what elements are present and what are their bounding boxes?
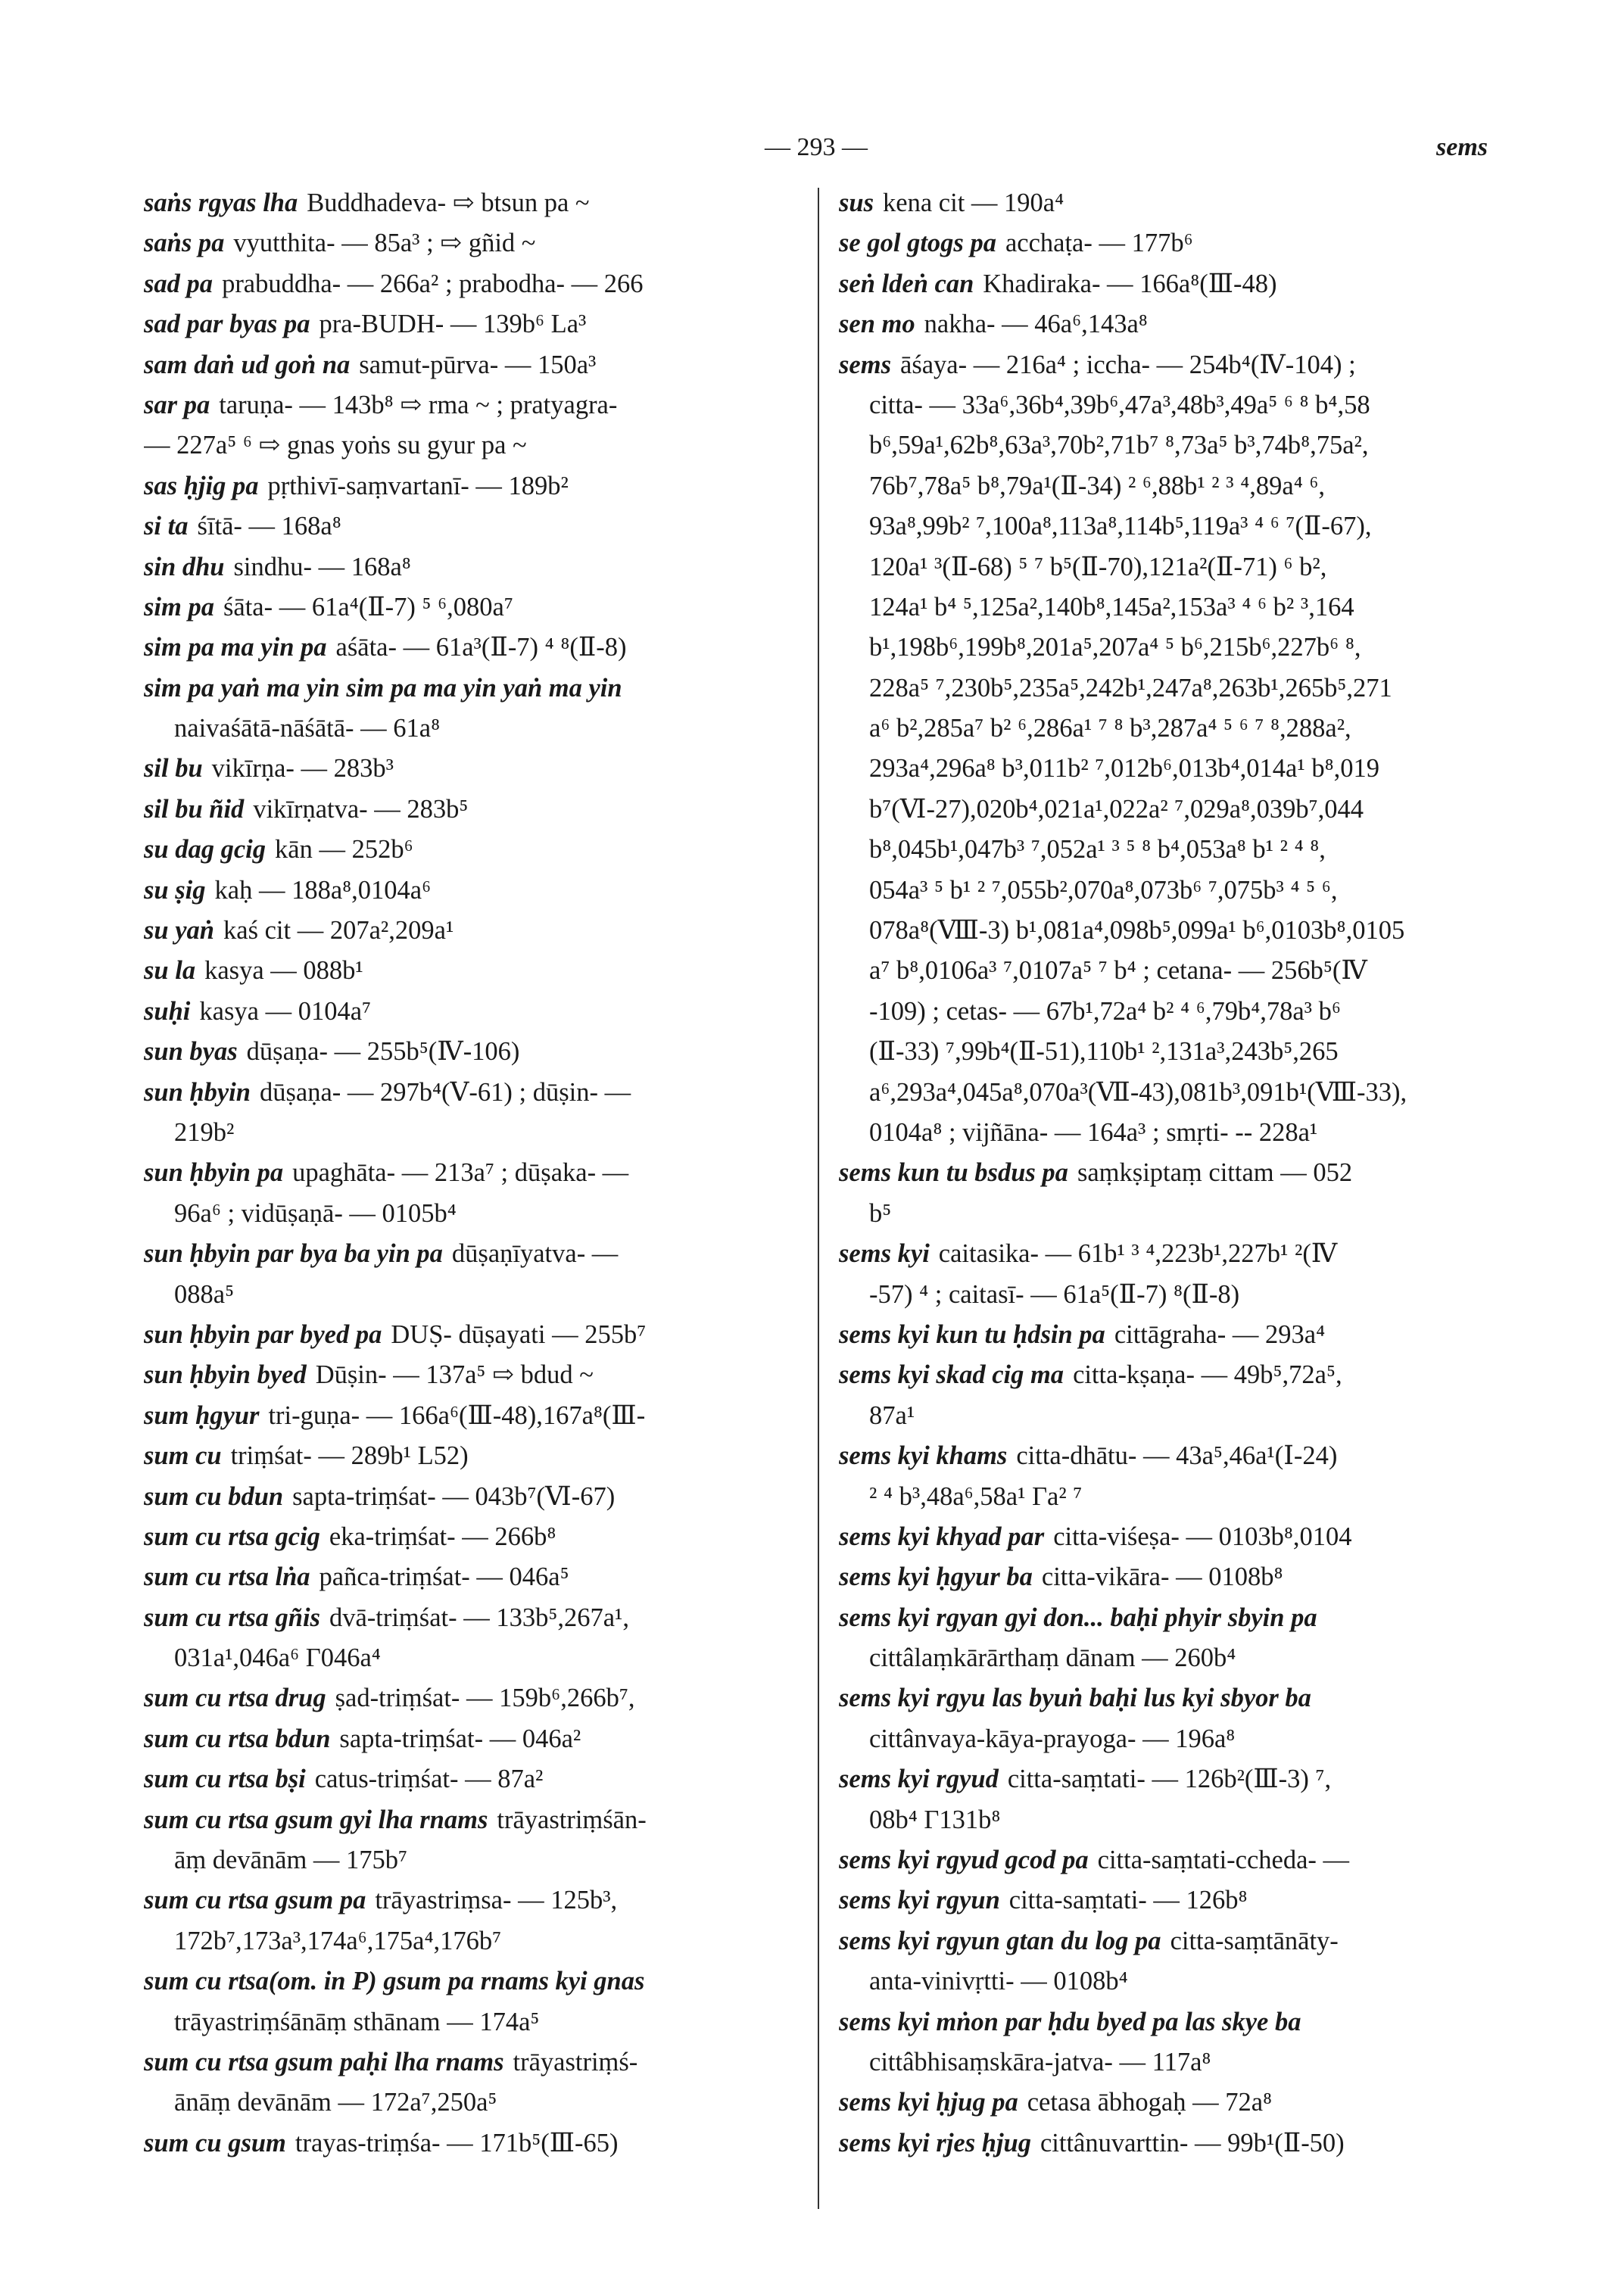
- entry-headword: sun ḥbyin par bya ba yin pa: [144, 1239, 443, 1269]
- entry-definition: caitasika- — 61b¹ ³ ⁴,223b¹,227b¹ ²(Ⅳ: [938, 1239, 1338, 1269]
- entry-headword: sum cu rtsa bṣi: [144, 1765, 306, 1794]
- entry-line: [839, 1638, 1505, 1678]
- entry-definition: kasya — 088b¹: [204, 956, 363, 986]
- entry-definition: cittâlaṃkārārthaṃ dānam — 260b⁴: [869, 1643, 1236, 1673]
- entry-definition: ² ⁴ b³,48a⁶,58a¹ Γa² ⁷: [869, 1481, 1083, 1511]
- entry-definition: cittânvaya-kāya-prayoga- — 196a⁸: [869, 1724, 1236, 1753]
- entry-line: [839, 1073, 1505, 1113]
- entry-line: [144, 304, 803, 344]
- entry-definition: 031a¹,046a⁶ Γ046a⁴: [174, 1643, 381, 1673]
- entry-definition: sindhu- — 168a⁸: [233, 552, 411, 581]
- entry-line: [144, 1153, 803, 1193]
- entry-headword: seṅ ldeṅ can: [839, 269, 974, 298]
- entry-definition: 96a⁶ ; vidūṣaṇā- — 0105b⁴: [174, 1198, 457, 1228]
- entry-headword: sum cu gsum: [144, 2128, 286, 2157]
- entry-line: [839, 1477, 1505, 1517]
- entry-line: [144, 1517, 803, 1557]
- entry-definition: śītā- — 168a⁸: [197, 512, 341, 541]
- entry-line: [144, 1032, 803, 1072]
- entry-headword: sad pa: [144, 269, 214, 298]
- entry-line: [839, 749, 1505, 789]
- entry-headword: sum cu rtsa bdun: [144, 1724, 331, 1753]
- entry-definition: 228a⁵ ⁷,230b⁵,235a⁵,242b¹,247a⁸,263b¹,265b⁵,271: [869, 673, 1392, 703]
- entry-line: [144, 547, 803, 587]
- entry-line: [144, 2042, 803, 2083]
- entry-line: [839, 1113, 1505, 1153]
- entry-definition: cittâbhisaṃskāra-jatva- — 117a⁸: [869, 2047, 1211, 2076]
- entry-definition: Dūṣin- — 137a⁵ ⇨ bdud ~: [315, 1360, 594, 1390]
- entry-line: [144, 1073, 803, 1113]
- entry-headword: saṅs pa: [144, 229, 225, 258]
- page-header: [0, 127, 1624, 173]
- entry-definition: ṣad-triṃśat- — 159b⁶,266b⁷,: [335, 1684, 635, 1713]
- entry-definition: 293a⁴,296a⁸ b³,011b² ⁷,012b⁶,013b⁴,014a¹ b⁸,019: [869, 754, 1379, 784]
- entry-headword: sun ḥbyin pa: [144, 1158, 284, 1188]
- entry-definition: samut-pūrva- — 150a³: [359, 350, 597, 379]
- entry-definition: ānāṃ devānām — 172a⁷,250a⁵: [174, 2088, 497, 2117]
- entry-line: [144, 1840, 803, 1880]
- entry-line: [144, 871, 803, 911]
- entry-line: [144, 425, 803, 466]
- entry-definition: śāta- — 61a⁴(Ⅱ-7) ⁵ ⁶,080a⁷: [223, 592, 513, 622]
- entry-headword: saṅs rgyas lha: [144, 188, 298, 217]
- entry-headword: sems kyi mṅon par ḥdu byed pa las skye ba: [839, 2007, 1301, 2036]
- entry-definition: citta-vikāra- — 0108b⁸: [1041, 1562, 1283, 1592]
- entry-definition: acchaṭa- — 177b⁶: [1005, 229, 1193, 258]
- entry-line: [839, 1880, 1505, 1921]
- entry-headword: sun ḥbyin par byed pa: [144, 1319, 382, 1349]
- entry-line: [839, 1961, 1505, 2002]
- entry-definition: trāyastriṃsa- — 125b³,: [375, 1886, 618, 1915]
- entry-definition: dūṣaṇa- — 297b⁴(Ⅴ-61) ; dūṣin- —: [259, 1077, 631, 1107]
- entry-definition: (Ⅱ-33) ⁷,99b⁴(Ⅱ-51),110b¹ ²,131a³,243b⁵,265: [869, 1037, 1339, 1067]
- entry-definition: b⁶,59a¹,62b⁸,63a³,70b²,71b⁷ ⁸,73a⁵ b³,74b⁸,75a²,: [869, 431, 1369, 460]
- entry-line: [144, 183, 803, 223]
- entry-line: [839, 1194, 1505, 1234]
- entry-line: [839, 1153, 1505, 1193]
- entry-definition: -57) ⁴ ; caitasī- — 61a⁵(Ⅱ-7) ⁸(Ⅱ-8): [869, 1279, 1240, 1309]
- page-number: — 293 —: [765, 133, 868, 161]
- entry-line: [144, 668, 803, 709]
- entry-line: [144, 587, 803, 628]
- entry-headword: sum cu rtsa gsum paḥi lha rnams: [144, 2047, 504, 2076]
- entry-headword: sems kyi skad cig ma: [839, 1360, 1064, 1390]
- entry-line: [839, 1759, 1505, 1799]
- entry-line: [839, 1275, 1505, 1315]
- entry-line: [839, 2083, 1505, 2123]
- entry-line: [839, 587, 1505, 628]
- entry-definition: trāyastriṃśān-: [497, 1805, 647, 1834]
- entry-definition: taruṇa- — 143b⁸ ⇨ rma ~ ; pratyagra-: [219, 390, 618, 419]
- entry-definition: upaghāta- — 213a⁷ ; dūṣaka- —: [292, 1158, 629, 1188]
- entry-line: [839, 1598, 1505, 1638]
- entry-line: [839, 547, 1505, 587]
- entry-headword: sus: [839, 188, 874, 217]
- entry-line: [839, 790, 1505, 830]
- entry-headword: sil bu ñid: [144, 794, 245, 824]
- entry-headword: sems: [839, 350, 891, 379]
- running-head: sems: [1436, 133, 1488, 161]
- entry-definition: sapta-triṃśat- — 043b⁷(Ⅵ-67): [292, 1481, 616, 1511]
- entry-line: [144, 466, 803, 506]
- entry-line: [144, 1113, 803, 1153]
- entry-line: [144, 1921, 803, 1961]
- entry-definition: citta-saṃtati- — 126b²(Ⅲ-3) ⁷,: [1007, 1765, 1332, 1794]
- entry-definition: 088a⁵: [174, 1279, 235, 1309]
- entry-definition: cittânuvarttin- — 99b¹(Ⅱ-50): [1040, 2128, 1345, 2157]
- entry-definition: pṛthivī-saṃvartanī- — 189b²: [267, 471, 569, 500]
- entry-line: [144, 749, 803, 789]
- entry-line: [839, 1355, 1505, 1395]
- entry-headword: sun byas: [144, 1037, 238, 1067]
- entry-headword: sems kyi kun tu ḥdsin pa: [839, 1319, 1105, 1349]
- entry-headword: sems kyi rgyud: [839, 1765, 999, 1794]
- entry-headword: sas ḥjig pa: [144, 471, 259, 500]
- entry-definition: pañca-triṃśat- — 046a⁵: [319, 1562, 569, 1592]
- entry-definition: vikīrṇatva- — 283b⁵: [253, 794, 469, 824]
- entry-definition: kaḥ — 188a⁸,0104a⁶: [214, 875, 432, 905]
- entry-line: [144, 790, 803, 830]
- entry-line: [839, 1840, 1505, 1880]
- entry-line: [144, 709, 803, 749]
- entry-definition: saṃkṣiptaṃ cittam — 052: [1077, 1158, 1353, 1188]
- entry-definition: citta-viśeṣa- — 0103b⁸,0104: [1053, 1522, 1352, 1551]
- entry-line: [839, 1517, 1505, 1557]
- entry-definition: citta-saṃtati- — 126b⁸: [1008, 1886, 1248, 1915]
- entry-definition: 078a⁸(Ⅷ-3) b¹,081a⁴,098b⁵,099a¹ b⁶,0103b⁸,0105: [869, 916, 1405, 946]
- entry-line: [839, 1557, 1505, 1597]
- entry-definition: — 227a⁵ ⁶ ⇨ gnas yoṅs su gyur pa ~: [144, 431, 527, 460]
- entry-line: [839, 992, 1505, 1032]
- entry-definition: Khadiraka- — 166a⁸(Ⅲ-48): [983, 269, 1277, 298]
- entry-headword: sems kyi khyad par: [839, 1522, 1045, 1551]
- entry-line: [839, 425, 1505, 466]
- entry-headword: se gol gtogs pa: [839, 229, 996, 258]
- entry-definition: citta-saṃtānāty-: [1170, 1926, 1339, 1955]
- entry-line: [839, 1800, 1505, 1840]
- entry-definition: catus-triṃśat- — 87a²: [314, 1765, 544, 1794]
- entry-line: [144, 2123, 803, 2164]
- entry-line: [144, 830, 803, 870]
- entry-headword: sum cu rtsa gñis: [144, 1603, 320, 1632]
- entry-line: [144, 1800, 803, 1840]
- entry-headword: su ṣig: [144, 875, 206, 905]
- entry-definition: -109) ; cetas- — 67b¹,72a⁴ b² ⁴ ⁶,79b⁴,78a³ b⁶: [869, 996, 1341, 1026]
- entry-headword: sems kyi rgyun gtan du log pa: [839, 1926, 1161, 1955]
- entry-definition: cetasa ābhogaḥ — 72a⁸: [1027, 2088, 1273, 2117]
- entry-line: [839, 871, 1505, 911]
- entry-definition: 172b⁷,173a³,174a⁶,175a⁴,176b⁷: [174, 1926, 502, 1955]
- entry-line: [144, 1678, 803, 1718]
- entry-line: [839, 830, 1505, 870]
- entry-line: [839, 223, 1505, 263]
- entry-definition: nakha- — 46a⁶,143a⁸: [924, 310, 1148, 339]
- entry-definition: dvā-triṃśat- — 133b⁵,267a¹,: [329, 1603, 630, 1632]
- entry-line: [144, 1436, 803, 1476]
- entry-line: [839, 183, 1505, 223]
- entry-line: [144, 1396, 803, 1436]
- entry-headword: sin dhu: [144, 552, 225, 581]
- entry-definition: b⁵: [869, 1198, 892, 1228]
- entry-line: [144, 1355, 803, 1395]
- entry-headword: su la: [144, 956, 196, 986]
- entry-definition: kān — 252b⁶: [275, 835, 413, 865]
- entry-headword: sam daṅ ud goṅ na: [144, 350, 351, 379]
- entry-line: [144, 1315, 803, 1355]
- entry-definition: b¹,198b⁶,199b⁸,201a⁵,207a⁴ ⁵ b⁶,215b⁶,227b⁶ ⁸,: [869, 633, 1361, 662]
- entry-line: [839, 2123, 1505, 2164]
- entry-headword: sems kyi rgyan gyi don... baḥi phyir sbyin pa: [839, 1603, 1317, 1632]
- entry-headword: sems kyi khams: [839, 1441, 1008, 1471]
- entry-definition: 124a¹ b⁴ ⁵,125a²,140b⁸,145a²,153a³ ⁴ ⁶ b² ³,164: [869, 592, 1354, 622]
- entry-line: [839, 304, 1505, 344]
- entry-definition: 219b²: [174, 1117, 235, 1147]
- entry-headword: sems kyi ḥjug pa: [839, 2088, 1018, 2117]
- entry-line: [839, 1719, 1505, 1759]
- entry-definition: āṃ devānām — 175b⁷: [174, 1846, 408, 1875]
- entry-definition: 120a¹ ³(Ⅱ-68) ⁵ ⁷ b⁵(Ⅱ-70),121a²(Ⅱ-71) ⁶ b²,: [869, 552, 1327, 581]
- entry-line: [839, 628, 1505, 668]
- entry-line: [839, 1234, 1505, 1274]
- entry-headword: sun ḥbyin byed: [144, 1360, 307, 1390]
- entry-headword: sems kyi ḥgyur ba: [839, 1562, 1033, 1592]
- entry-headword: sum cu rtsa gsum gyi lha rnams: [144, 1805, 488, 1834]
- entry-headword: sems kyi: [839, 1239, 930, 1269]
- entry-definition: vikīrṇa- — 283b³: [211, 754, 394, 784]
- entry-definition: b⁷(Ⅵ-27),020b⁴,021a¹,022a² ⁷,029a⁸,039b⁷,044: [869, 794, 1364, 824]
- entry-definition: a⁶,293a⁴,045a⁸,070a³(Ⅶ-43),081b³,091b¹(Ⅷ-33),: [869, 1077, 1407, 1107]
- entry-definition: 87a¹: [869, 1400, 915, 1430]
- entry-headword: sad par byas pa: [144, 310, 310, 339]
- entry-line: [839, 1436, 1505, 1476]
- entry-headword: sum cu rtsa(om. in P) gsum pa rnams kyi gnas: [144, 1967, 645, 1996]
- entry-line: [839, 709, 1505, 749]
- entry-line: [144, 1598, 803, 1638]
- entry-headword: sum cu rtsa lṅa: [144, 1562, 310, 1592]
- entry-line: [839, 1032, 1505, 1072]
- entry-line: [144, 345, 803, 385]
- entry-line: [144, 1961, 803, 2002]
- entry-headword: sil bu: [144, 754, 203, 784]
- entry-headword: sum cu: [144, 1441, 222, 1471]
- entry-definition: Buddhadeva- ⇨ btsun pa ~: [307, 188, 590, 217]
- entry-line: [144, 1880, 803, 1921]
- entry-definition: āśaya- — 216a⁴ ; iccha- — 254b⁴(Ⅳ-104) ;: [900, 350, 1356, 379]
- entry-headword: sim pa: [144, 592, 214, 622]
- entry-line: [144, 264, 803, 304]
- entry-line: [144, 223, 803, 263]
- entry-line: [839, 264, 1505, 304]
- entry-definition: dūṣaṇa- — 255b⁵(Ⅳ-106): [246, 1037, 520, 1067]
- entry-definition: a⁷ b⁸,0106a³ ⁷,0107a⁵ ⁷ b⁴ ; cetana- — 256b⁵(Ⅳ: [869, 956, 1367, 986]
- entry-line: [839, 951, 1505, 991]
- entry-definition: a⁶ b²,285a⁷ b² ⁶,286a¹ ⁷ ⁸ b³,287a⁴ ⁵ ⁶ ⁷ ⁸,288a²,: [869, 714, 1351, 743]
- entry-headword: sum cu bdun: [144, 1481, 284, 1511]
- entry-definition: trāyastriṃś-: [513, 2047, 638, 2076]
- entry-definition: eka-triṃśat- — 266b⁸: [329, 1522, 556, 1551]
- entry-definition: citta-saṃtati-ccheda- —: [1097, 1846, 1350, 1875]
- entry-definition: naivaśātā-nāśātā- — 61a⁸: [174, 714, 441, 743]
- entry-definition: citta-dhātu- — 43a⁵,46a¹(Ⅰ-24): [1016, 1441, 1338, 1471]
- entry-definition: citta- — 33a⁶,36b⁴,39b⁶,47a³,48b³,49a⁵ ⁶ ⁸ b⁴,58: [869, 390, 1370, 419]
- entry-line: [839, 668, 1505, 709]
- entry-line: [839, 1396, 1505, 1436]
- entry-definition: DUṢ- dūṣayati — 255b⁷: [391, 1319, 647, 1349]
- entry-line: [839, 1921, 1505, 1961]
- entry-headword: sim pa ma yin pa: [144, 633, 327, 662]
- entry-definition: tri-guṇa- — 166a⁶(Ⅲ-48),167a⁸(Ⅲ-: [268, 1400, 646, 1430]
- entry-definition: 93a⁸,99b² ⁷,100a⁸,113a⁸,114b⁵,119a³ ⁴ ⁶ ⁷(Ⅱ-67),: [869, 512, 1372, 541]
- entry-definition: trāyastriṃśānāṃ sthānam — 174a⁵: [174, 2007, 540, 2036]
- entry-line: [144, 1477, 803, 1517]
- entry-definition: 76b⁷,78a⁵ b⁸,79a¹(Ⅱ-34) ² ⁶,88b¹ ² ³ ⁴,89a⁴ ⁶,: [869, 471, 1326, 500]
- entry-headword: sems kyi rgyu las byuṅ baḥi lus kyi sbyor ba: [839, 1684, 1311, 1713]
- entry-headword: suḥi: [144, 996, 191, 1026]
- entry-definition: kena cit — 190a⁴: [883, 188, 1064, 217]
- entry-definition: 0104a⁸ ; vijñāna- — 164a³ ; smṛti- -- 228a¹: [869, 1117, 1318, 1147]
- entry-line: [144, 911, 803, 951]
- left-column: [144, 183, 803, 2164]
- entry-definition: sapta-triṃśat- — 046a²: [339, 1724, 581, 1753]
- entry-line: [144, 1557, 803, 1597]
- entry-headword: sems kun tu bsdus pa: [839, 1158, 1068, 1188]
- entry-headword: sems kyi rgyud gcod pa: [839, 1846, 1089, 1875]
- entry-headword: su yaṅ: [144, 916, 214, 946]
- entry-headword: sar pa: [144, 390, 210, 419]
- entry-headword: sum cu rtsa gcig: [144, 1522, 320, 1551]
- entry-line: [839, 2002, 1505, 2042]
- entry-definition: kasya — 0104a⁷: [199, 996, 372, 1026]
- entry-definition: vyutthita- — 85a³ ; ⇨ gñid ~: [233, 229, 536, 258]
- entry-line: [144, 1194, 803, 1234]
- entry-definition: citta-kṣaṇa- — 49b⁵,72a⁵,: [1073, 1360, 1342, 1390]
- entry-headword: sems kyi rjes ḥjug: [839, 2128, 1031, 2157]
- entry-line: [144, 1719, 803, 1759]
- entry-headword: sems kyi rgyun: [839, 1886, 1000, 1915]
- entry-definition: anta-vinivṛtti- — 0108b⁴: [869, 1967, 1128, 1996]
- entry-line: [839, 1678, 1505, 1718]
- entry-definition: aśāta- — 61a³(Ⅱ-7) ⁴ ⁸(Ⅱ-8): [335, 633, 627, 662]
- column-divider: [818, 188, 819, 2209]
- entry-definition: pra-BUDH- — 139b⁶ La³: [319, 310, 587, 339]
- entry-headword: sen mo: [839, 310, 915, 339]
- entry-line: [839, 2042, 1505, 2083]
- entry-definition: 08b⁴ Γ131b⁸: [869, 1805, 1001, 1834]
- entry-definition: kaś cit — 207a²,209a¹: [223, 916, 454, 946]
- entry-definition: cittāgraha- — 293a⁴: [1114, 1319, 1326, 1349]
- entry-line: [144, 1638, 803, 1678]
- entry-headword: sun ḥbyin: [144, 1077, 251, 1107]
- entry-line: [839, 506, 1505, 547]
- entry-definition: prabuddha- — 266a² ; prabodha- — 266: [222, 269, 644, 298]
- entry-definition: b⁸,045b¹,047b³ ⁷,052a¹ ³ ⁵ ⁸ b⁴,053a⁸ b¹ ² ⁴ ⁸,: [869, 835, 1326, 865]
- entry-line: [144, 2002, 803, 2042]
- entry-line: [144, 1234, 803, 1274]
- entry-line: [144, 2083, 803, 2123]
- right-column: [839, 183, 1505, 2164]
- entry-headword: su dag gcig: [144, 835, 267, 865]
- entry-line: [144, 628, 803, 668]
- entry-headword: sum cu rtsa gsum pa: [144, 1886, 366, 1915]
- entry-line: [839, 911, 1505, 951]
- entry-definition: trayas-triṃśa- — 171b⁵(Ⅲ-65): [295, 2128, 619, 2157]
- entry-definition: dūṣaṇīyatva- —: [451, 1239, 619, 1269]
- entry-line: [144, 992, 803, 1032]
- entry-line: [144, 1275, 803, 1315]
- entry-definition: triṃśat- — 289b¹ L52): [230, 1441, 469, 1471]
- entry-line: [839, 345, 1505, 385]
- entry-headword: sim pa yaṅ ma yin sim pa ma yin yaṅ ma yin: [144, 673, 622, 703]
- entry-headword: si ta: [144, 512, 189, 541]
- entry-line: [144, 506, 803, 547]
- entry-line: [839, 466, 1505, 506]
- entry-line: [839, 385, 1505, 425]
- entry-definition: 054a³ ⁵ b¹ ² ⁷,055b²,070a⁸,073b⁶ ⁷,075b³ ⁴ ⁵ ⁶,: [869, 875, 1338, 905]
- entry-line: [144, 951, 803, 991]
- entry-headword: sum ḥgyur: [144, 1400, 260, 1430]
- entry-line: [839, 1315, 1505, 1355]
- entry-headword: sum cu rtsa drug: [144, 1684, 326, 1713]
- entry-line: [144, 1759, 803, 1799]
- entry-line: [144, 385, 803, 425]
